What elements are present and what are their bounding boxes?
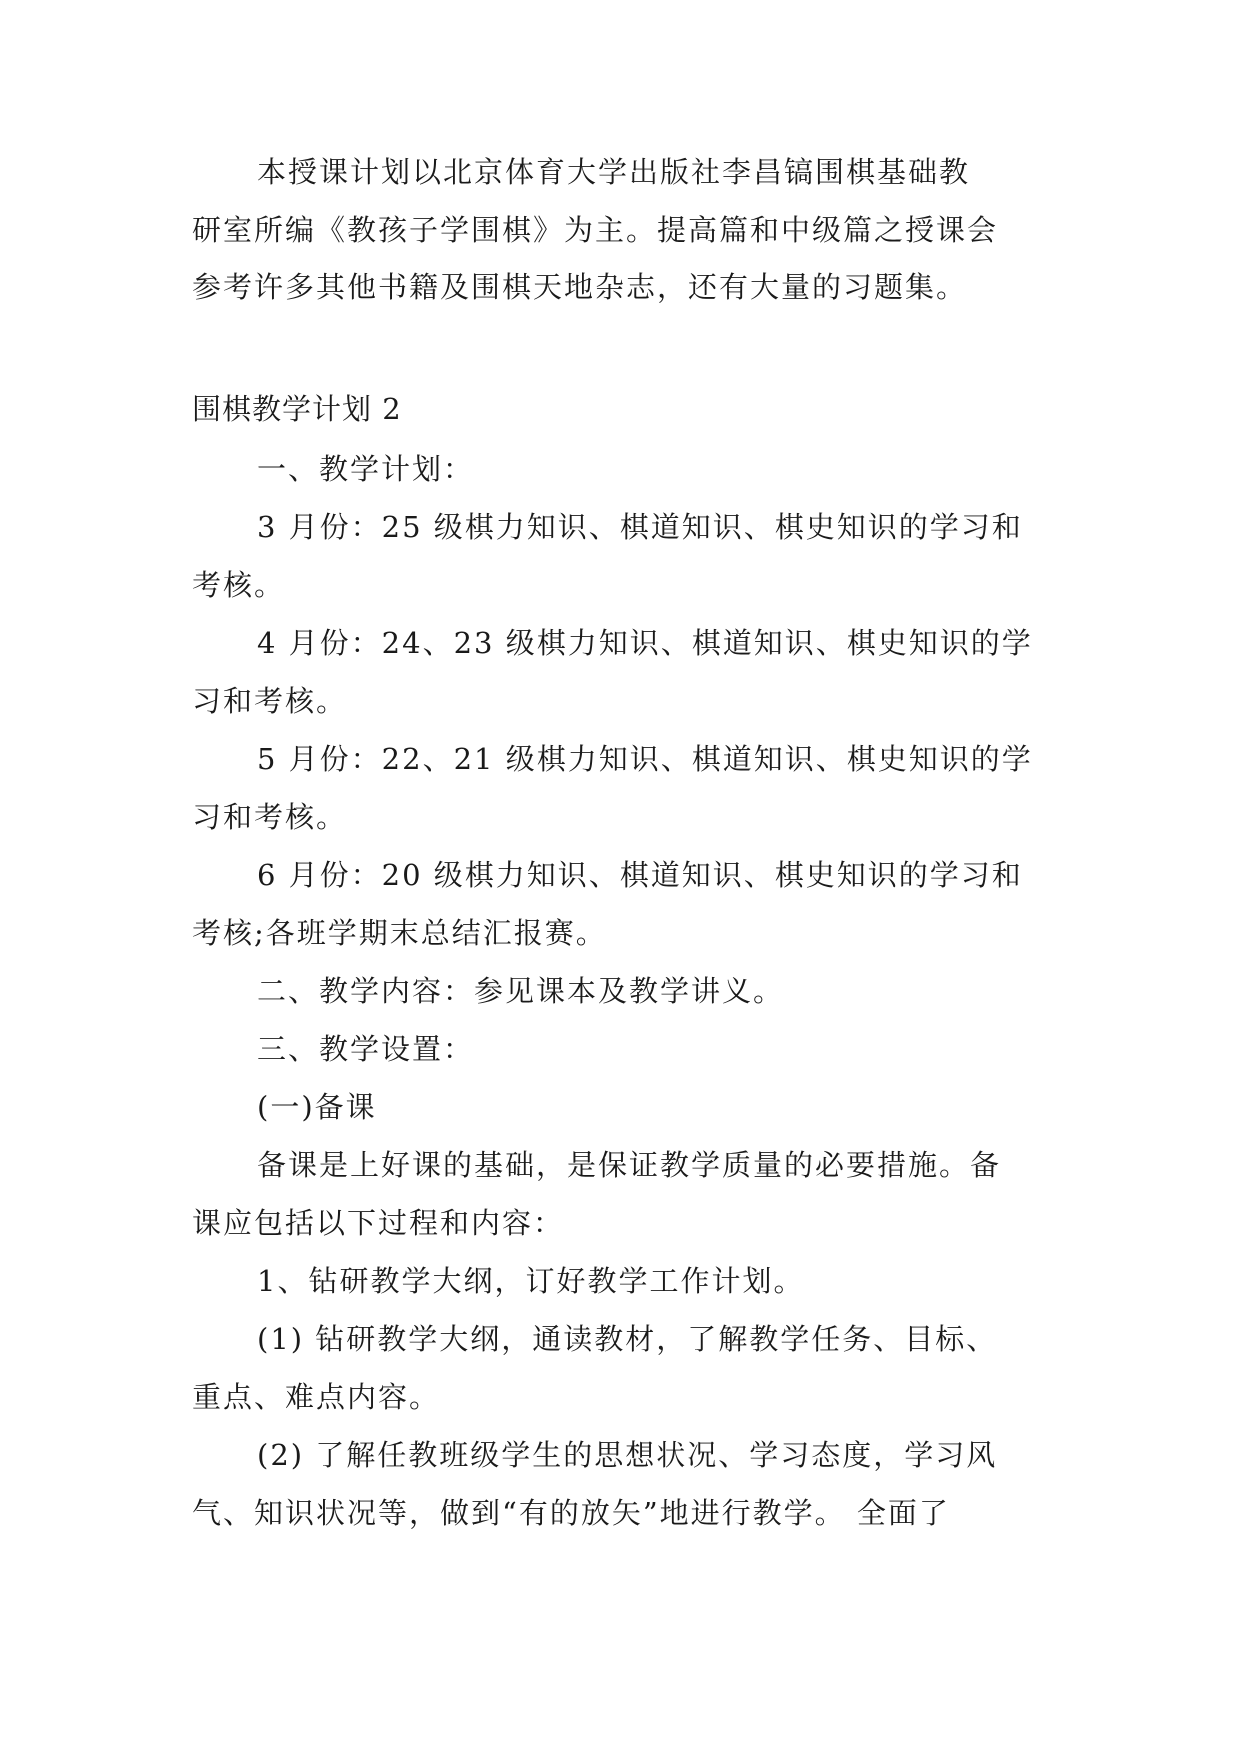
section-title: 围棋教学计划 2 bbox=[192, 392, 402, 426]
item1-1-line-1: (1) 钻研教学大纲，通读教材，了解教学任务、目标、 bbox=[257, 1322, 998, 1356]
june-line-1: 6 月份：20 级棋力知识、棋道知识、棋史知识的学习和 bbox=[257, 858, 1023, 892]
item1-2-line-1: (2) 了解任教班级学生的思想状况、学习态度，学习风 bbox=[257, 1438, 998, 1472]
prep-para-line-2: 课应包括以下过程和内容： bbox=[192, 1206, 565, 1240]
item1-1-line-2: 重点、难点内容。 bbox=[192, 1380, 441, 1414]
may-line-1: 5 月份：22、21 级棋力知识、棋道知识、棋史知识的学 bbox=[257, 742, 1033, 776]
march-line-1: 3 月份：25 级棋力知识、棋道知识、棋史知识的学习和 bbox=[257, 510, 1023, 544]
april-line-1: 4 月份：24、23 级棋力知识、棋道知识、棋史知识的学 bbox=[257, 626, 1033, 660]
april-line-2: 习和考核。 bbox=[192, 684, 348, 718]
item1-2-line-2: 气、知识状况等，做到“有的放矢”地进行教学。 全面了 bbox=[192, 1496, 950, 1530]
part2-line: 二、教学内容：参见课本及教学讲义。 bbox=[257, 974, 785, 1008]
intro-line-2: 研室所编《教孩子学围棋》为主。提高篇和中级篇之授课会 bbox=[192, 213, 999, 247]
part1-heading: 一、教学计划： bbox=[257, 452, 475, 486]
item1-line: 1、钻研教学大纲，订好教学工作计划。 bbox=[257, 1264, 805, 1298]
intro-line-3: 参考许多其他书籍及围棋天地杂志，还有大量的习题集。 bbox=[192, 270, 968, 304]
prep-para-line-1: 备课是上好课的基础，是保证教学质量的必要措施。备 bbox=[257, 1148, 1002, 1182]
june-line-2: 考核;各班学期末总结汇报赛。 bbox=[192, 916, 607, 950]
intro-line-1: 本授课计划以北京体育大学出版社李昌镐围棋基础教 bbox=[257, 155, 971, 189]
part3-sub1: (一)备课 bbox=[257, 1090, 377, 1124]
march-line-2: 考核。 bbox=[192, 568, 286, 602]
may-line-2: 习和考核。 bbox=[192, 800, 348, 834]
part3-heading: 三、教学设置： bbox=[257, 1032, 475, 1066]
